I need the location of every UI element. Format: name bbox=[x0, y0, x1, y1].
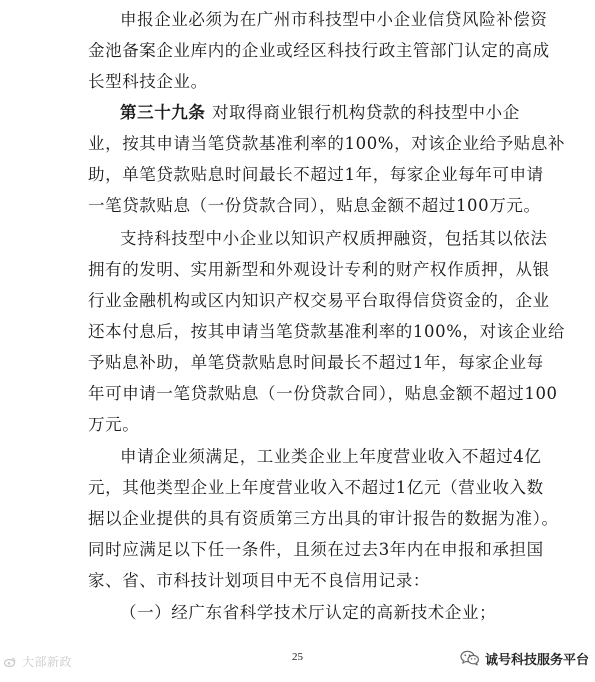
text-line: 业，按其申请当笔贷款基准利率的100%，对该企业给予贴息补 bbox=[88, 134, 566, 153]
text-line: 还本付息后，按其申请当笔贷款基准利率的100%，对该企业给 bbox=[88, 322, 566, 341]
wechat-icon bbox=[460, 650, 480, 666]
text-line: （一）经广东省科学技术厅认定的高新技术企业； bbox=[120, 603, 497, 622]
text-line: 拥有的发明、实用新型和外观设计专利的财产权作质押，从银 bbox=[88, 260, 550, 279]
text-line: 申请企业须满足，工业类企业上年度营业收入不超过4亿 bbox=[120, 447, 542, 466]
text-line: 家、省、市科技计划项目中无不良信用记录： bbox=[88, 571, 430, 590]
text-line: 元，其他类型企业上年度营业收入不超过1亿元（营业收入数 bbox=[88, 478, 544, 497]
page-number: 25 bbox=[292, 651, 303, 663]
watermark-left bbox=[4, 653, 72, 670]
watermark-left-text: 大部新政 bbox=[22, 655, 73, 669]
watermark-right bbox=[460, 648, 589, 668]
text-line: 万元。 bbox=[88, 415, 140, 434]
text-line: 金池备案企业库内的企业或经区科技行政主管部门认定的高成 bbox=[88, 41, 550, 60]
watermark-right-text: 诚号科技服务平台 bbox=[485, 652, 590, 668]
text-line: 申报企业必须为在广州市科技型中小企业信贷风险补偿资 bbox=[120, 10, 548, 29]
text-line: 对取得商业银行机构贷款的科技型中小企 bbox=[212, 103, 520, 122]
text-line: 支持科技型中小企业以知识产权质押融资，包括其以依法 bbox=[120, 229, 548, 248]
weibo-icon bbox=[4, 656, 20, 669]
text-line: 助，单笔贷款贴息时间最长不超过1年，每家企业每年可申请 bbox=[88, 165, 544, 184]
text-line: 长型科技企业。 bbox=[88, 72, 208, 91]
text-line: 据以企业提供的具有资质第三方出具的审计报告的数据为准）。 bbox=[88, 509, 559, 528]
text-line: 一笔贷款贴息（一份贷款合同），贴息金额不超过100万元。 bbox=[88, 196, 541, 215]
text-line: 予贴息补助，单笔贷款贴息时间最长不超过1年，每家企业每 bbox=[88, 353, 544, 372]
text-line: 年可申请一笔贷款贴息（一份贷款合同），贴息金额不超过100 bbox=[88, 384, 558, 403]
text-line: 行业金融机构或区内知识产权交易平台取得信贷资金的，企业 bbox=[88, 291, 550, 310]
article-label: 第三十九条 bbox=[120, 103, 206, 122]
text-line: 同时应满足以下任一条件，且须在过去3年内在申报和承担国 bbox=[88, 540, 544, 559]
